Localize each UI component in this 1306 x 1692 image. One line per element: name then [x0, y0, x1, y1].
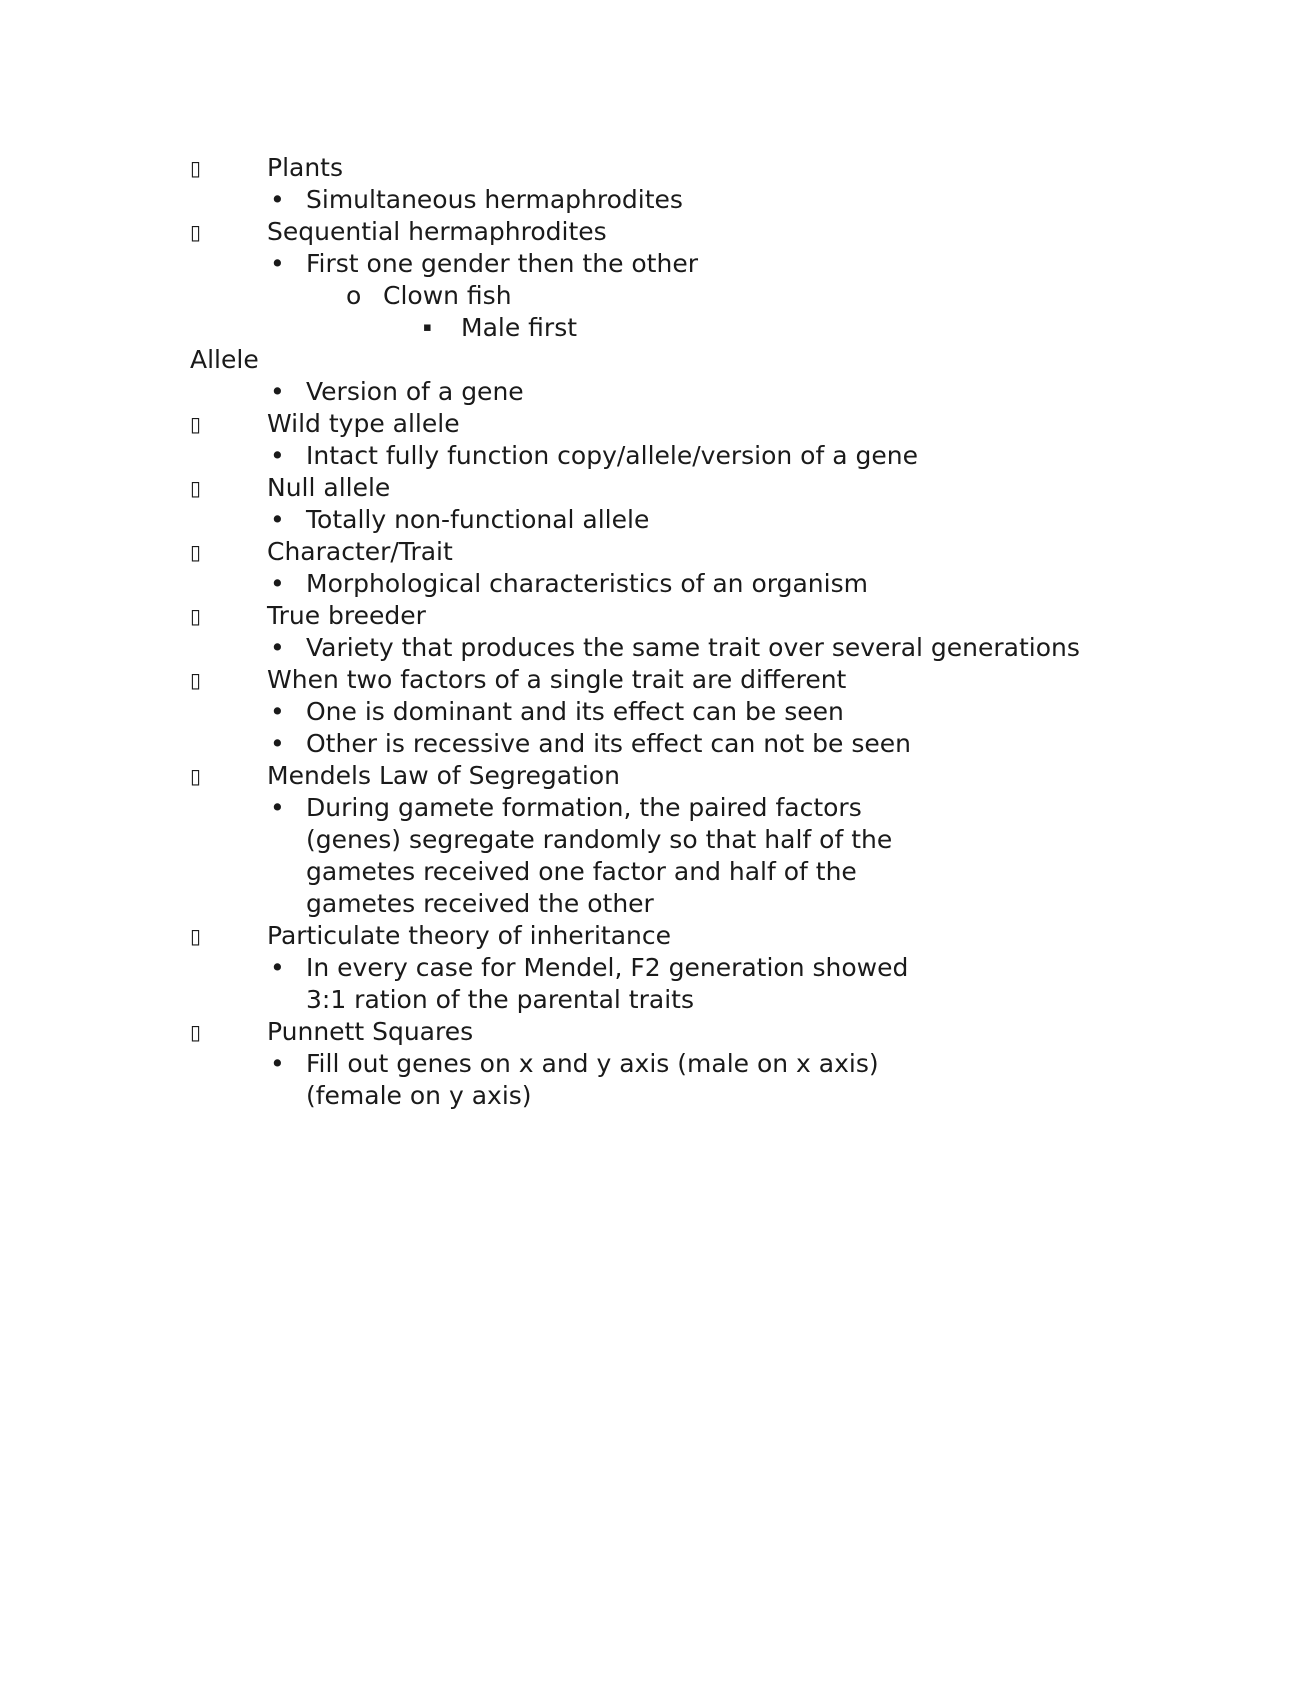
outline-item-level-1 [190, 760, 1130, 792]
outline-item-level-1 [190, 664, 1130, 696]
missing-glyph-bullet-icon: ▯ [190, 412, 202, 436]
outline-item-level-2 [190, 568, 1130, 600]
missing-glyph-bullet-icon: ▯ [190, 1020, 202, 1044]
bullet-icon: • [270, 441, 285, 470]
outline-item-text: When two factors of a single trait are different [267, 665, 847, 694]
missing-glyph-bullet-icon: ▯ [190, 476, 202, 500]
outline-item-text: Plants [267, 153, 344, 182]
bullet-icon: • [270, 697, 285, 726]
bullet-icon: • [270, 569, 285, 598]
outline-item-level-2 [190, 504, 1130, 536]
outline-item-text: Mendels Law of Segregation [267, 761, 620, 790]
outline-item-text: Intact fully function copy/allele/version of a gene [306, 441, 918, 470]
square-bullet-icon: ▪ [423, 320, 432, 335]
outline-item-level-1 [190, 920, 1130, 952]
outline-item-text: Null allele [267, 473, 391, 502]
bullet-icon: • [270, 633, 285, 662]
outline-item-text: Wild type allele [267, 409, 460, 438]
outline-item-text: Morphological characteristics of an organism [306, 569, 868, 598]
outline-item-level-1 [190, 600, 1130, 632]
outline-item-level-1 [190, 536, 1130, 568]
bullet-icon: • [270, 505, 285, 534]
outline-item-level-2 [190, 952, 1130, 1016]
bullet-icon: • [270, 729, 285, 758]
outline-item-level-2 [190, 440, 1130, 472]
outline-item-text: In every case for Mendel, F2 generation showed 3:1 ration of the parental traits [306, 953, 909, 1014]
bullet-icon: • [270, 1049, 285, 1078]
outline-item-level-2 [190, 632, 1130, 664]
outline-item-level-3 [190, 280, 1130, 312]
outline-item-level-2 [190, 728, 1130, 760]
outline-item-level-4 [190, 312, 1130, 344]
outline-item-text: One is dominant and its effect can be seen [306, 697, 844, 726]
outline-item-level-2 [190, 696, 1130, 728]
outline-item-text: Sequential hermaphrodites [267, 217, 607, 246]
outline-item-level-1 [190, 1016, 1130, 1048]
outline-item-text: Totally non-functional allele [306, 505, 650, 534]
bullet-icon: • [270, 377, 285, 406]
outline-item-text: Variety that produces the same trait over several generations [306, 633, 1080, 662]
circle-bullet-icon: o [346, 281, 362, 310]
missing-glyph-bullet-icon: ▯ [190, 604, 202, 628]
outline-item-level-1 [190, 152, 1130, 184]
outline-item-text: Allele [190, 345, 259, 374]
outline-item-text: First one gender then the other [306, 249, 698, 278]
outline-item-level-1 [190, 408, 1130, 440]
missing-glyph-bullet-icon: ▯ [190, 540, 202, 564]
outline-item-level-2 [190, 248, 1130, 280]
outline-item-text: Male first [461, 313, 578, 342]
outline-item-level-1 [190, 216, 1130, 248]
bullet-icon: • [270, 793, 285, 822]
outline-item-level-2 [190, 1048, 1130, 1112]
outline-item-text: Version of a gene [306, 377, 524, 406]
bullet-icon: • [270, 953, 285, 982]
missing-glyph-bullet-icon: ▯ [190, 220, 202, 244]
missing-glyph-bullet-icon: ▯ [190, 924, 202, 948]
outline-item-text: Simultaneous hermaphrodites [306, 185, 683, 214]
outline-item-text: Clown fish [383, 281, 512, 310]
outline-item-text: Character/Trait [267, 537, 453, 566]
bullet-icon: • [270, 185, 285, 214]
outline-item-text: True breeder [267, 601, 426, 630]
outline-item-level-2 [190, 184, 1130, 216]
outline-item-text: During gamete formation, the paired factors (genes) segregate randomly so that half of the gametes received one factor and half of the gametes received the other [306, 793, 893, 918]
heading-line [190, 344, 1130, 376]
outline-item-text: Fill out genes on x and y axis (male on x axis) (female on y axis) [306, 1049, 879, 1110]
outline-item-level-2 [190, 792, 1130, 920]
outline-item-text: Punnett Squares [267, 1017, 474, 1046]
missing-glyph-bullet-icon: ▯ [190, 764, 202, 788]
missing-glyph-bullet-icon: ▯ [190, 156, 202, 180]
outline-item-text: Other is recessive and its effect can not be seen [306, 729, 911, 758]
outline-item-level-1 [190, 472, 1130, 504]
outline-item-text: Particulate theory of inheritance [267, 921, 672, 950]
notes-outline [190, 152, 1130, 1112]
outline-item-level-2 [190, 376, 1130, 408]
bullet-icon: • [270, 249, 285, 278]
missing-glyph-bullet-icon: ▯ [190, 668, 202, 692]
